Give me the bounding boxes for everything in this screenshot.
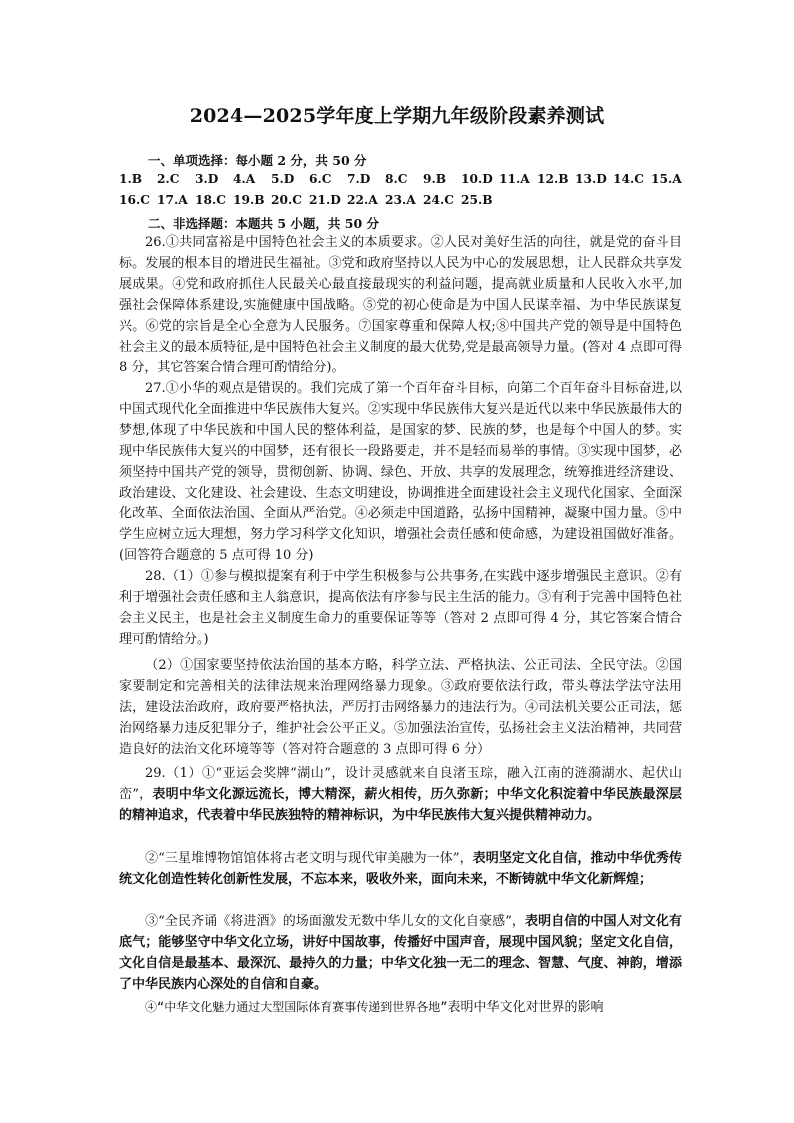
answer-item: 20.C: [271, 193, 302, 207]
answer-item: 14.C: [613, 172, 644, 186]
answer-item: 8.C: [385, 172, 408, 186]
answer-item: 19.B: [233, 193, 265, 207]
answer-item: 10.D: [461, 172, 493, 186]
answer-q26: [119, 233, 682, 379]
answer-q28-part2: [119, 656, 682, 761]
answer-q29-point1: [119, 764, 682, 827]
answer-item: 5.D: [271, 172, 295, 186]
answers-row-2: [119, 193, 499, 207]
answer-item: 1.B: [119, 172, 143, 186]
answer-text: （2）①国家要坚持依法治国的基本方略，科学立法、严格执法、公正司法、全民守法。②国家要制定和完善相关的法律法规来治理网络暴力现象。③政府要依法行政，带头尊法学法守法用法，建设法治政府，政府要严格执法，严厉打击网络暴力的违法行为。④司法机关要公正司法，惩治网络暴力违反犯罪分子，维护社会公平正义。⑤加强法治宣传，弘扬社会主义法治精神，共同营造良好的法治文化环境等等（答对符合题意的 3 点即可得 6 分）: [119, 658, 682, 757]
answer-q29-point4: [119, 997, 682, 1019]
answer-text-bold: 表明自信的中国人对文化有底气；能够坚守中华文化立场，讲好中国故事，传播好中国声音，展现中国风貌；坚定文化自信，文化自信是最基本、最深沉、最持久的力量；中华文化独一无二的理念、智慧、气度、神韵，增添了中华民族内心深处的自信和自豪。: [119, 914, 682, 992]
section2-heading: 二、非选择题：本题共 5 小题，共 50 分: [148, 216, 380, 231]
answer-q29-point2: [119, 849, 682, 891]
answer-item: 15.A: [651, 172, 682, 186]
answer-text-kai: ④“中华文化魅力通过大型国际体育赛事传递到世界各地”: [145, 1000, 448, 1014]
answer-item: 17.A: [157, 193, 188, 207]
answer-q28-part1: [119, 567, 682, 651]
answer-item: 18.C: [195, 193, 226, 207]
answer-item: 21.D: [309, 193, 341, 207]
answer-text: 26.①共同富裕是中国特色社会主义的本质要求。②人民对美好生活的向往，就是党的奋斗目标。发展的根本目的增进民生福祉。③党和政府坚持以人民为中心的发展思想，让人民群众共享发展成果。④党和政府抓住人民最关心最直接最现实的利益问题，提高就业质量和人民收入水平,加强社会保障体系建设,实施健康中国战略。⑤党的初心使命是为中国人民谋幸福、为中华民族谋复兴。⑥党的宗旨是全心全意为人民服务。⑦国家尊重和保障人权;⑧中国共产党的领导是中国特色社会主义的最本质特征,是中国特色社会主义制度的最大优势,党是最高领导力量。(答对 4 点即可得 8 分，其它答案合情合理可酌情给分)。: [119, 235, 682, 376]
page-title: 2024—2025学年度上学期九年级阶段素养测试: [189, 105, 605, 127]
answer-item: 22.A: [347, 193, 378, 207]
answer-item: 25.B: [461, 193, 493, 207]
answers-row-1: [119, 172, 689, 186]
answer-item: 13.D: [575, 172, 607, 186]
answer-text: 29.（1）①“亚运会奖牌“湖山”，设计灵感就来自良渚玉琮，融入江南的涟漪湖水、起伏山峦”，: [119, 766, 682, 802]
answer-item: 12.B: [537, 172, 569, 186]
answer-q29-point3: [119, 912, 682, 996]
answer-item: 2.C: [157, 172, 180, 186]
answer-text: ③“全民齐诵《将进酒》的场面激发无数中华儿女的文化自豪感”，: [145, 914, 526, 929]
answer-text-bold: 表明坚定文化自信，推动中华优秀传统文化创造性转化创新性发展，不忘本来，吸收外来，面向未来，不断铸就中华文化新辉煌；: [119, 851, 682, 887]
answer-text: ②“三星堆博物馆馆体将古老文明与现代审美融为一体”，: [145, 851, 473, 866]
answer-text: 27.①小华的观点是错误的。我们完成了第一个百年奋斗目标，向第二个百年奋斗目标奋进,以中国式现代化全面推进中华民族伟大复兴。②实现中华民族伟大复兴是近代以来中华民族最伟大的梦想,体现了中华民族和中国人民的整体利益，是国家的梦、民族的梦，也是每个中国人的梦。实现中华民族伟大复兴的中国梦，还有很长一段路要走，并不是轻而易举的事情。③实现中国梦，必须坚持中国共产党的领导，贯彻创新、协调、绿色、开放、共享的发展理念，统筹推进经济建设、政治建设、文化建设、社会建设、生态文明建设，协调推进全面建设社会主义现代化国家、全面深化改革、全面依法治国、全面从严治党。④必须走中国道路，弘扬中国精神，凝聚中国力量。⑤中学生应树立远大理想，努力学习科学文化知识，增强社会责任感和使命感，为建设祖国做好准备。(回答符合题意的 5 点可得 10 分): [119, 381, 682, 564]
answer-item: 3.D: [195, 172, 219, 186]
answer-item: 11.A: [499, 172, 530, 186]
answer-text: 28.（1）①参与模拟提案有利于中学生积极参与公共事务,在实践中逐步增强民主意识。②有利于增强社会责任感和主人翁意识，提高依法有序参与民主生活的能力。③有利于完善中国特色社会主义民主，也是社会主义制度生命力的重要保证等等（答对 2 点即可得 4 分，其它答案合情合理可酌情给分。): [119, 569, 682, 647]
answer-text-bold: 表明中华文化源远流长，博大精深，薪火相传，历久弥新；中华文化积淀着中华民族最深层的精神追求，代表着中华民族独特的精神标识，为中华民族伟大复兴提供精神动力。: [119, 786, 682, 823]
answer-item: 24.C: [423, 193, 454, 207]
section1-heading: 一、单项选择：每小题 2 分，共 50 分: [148, 153, 367, 168]
answer-item: 7.D: [347, 172, 371, 186]
answer-item: 9.B: [423, 172, 447, 186]
answer-text: 表明中华文化对世界的影响: [447, 1000, 604, 1015]
answer-item: 4.A: [233, 172, 256, 186]
answer-item: 23.A: [385, 193, 416, 207]
answer-q27: [119, 379, 682, 567]
answer-item: 16.C: [119, 193, 150, 207]
answer-item: 6.C: [309, 172, 332, 186]
